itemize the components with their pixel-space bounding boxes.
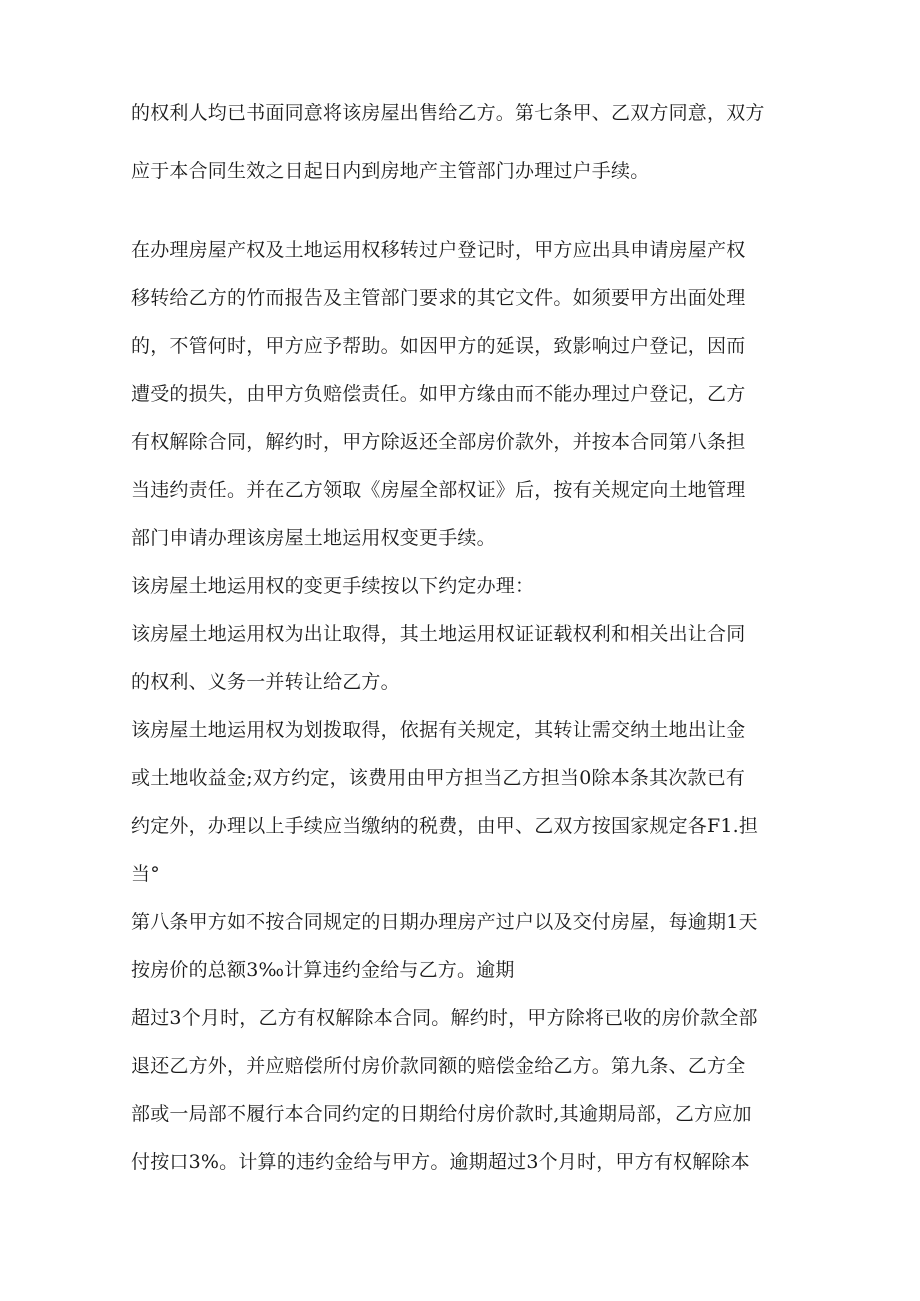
text-line-21: 部或一局部不履行本合同约定的日期给付房价款时,其逾期局部，乙方应加 — [131, 1103, 752, 1125]
text-line-1: 的权利人均已书面同意将该房屋出售给乙方。第七条甲、乙双方同意，双方 — [131, 102, 765, 124]
text-line-11: 该房屋土地运用权为出让取得，其土地运用权证证载权利和相关出让合同 — [131, 623, 746, 645]
text-line-18: 按房价的总额3‰计算违约金给与乙方。逾期 — [131, 959, 515, 981]
text-line-14: 或土地收益金;双方约定，该费用由甲方担当乙方担当0除本条其次款已有 — [131, 767, 746, 789]
text-line-20: 退还乙方外，并应赔偿所付房价款同额的赔偿金给乙方。第九条、乙方全 — [131, 1055, 746, 1077]
text-line-4: 移转给乙方的竹而报告及主管部门要求的其它文件。如须要甲方出面处理 — [131, 287, 746, 309]
text-line-17: 第八条甲方如不按合同规定的日期办理房产过户以及交付房屋，每逾期1天 — [131, 911, 758, 933]
text-line-12: 的权利、义务一并转让给乙方。 — [131, 671, 400, 693]
text-line-2: 应于本合同生效之日起日内到房地产主管部门办理过户手续。 — [131, 160, 650, 182]
text-line-13: 该房屋土地运用权为划拨取得，依据有关规定，其转让需交纳土地出让金 — [131, 719, 746, 741]
text-line-9: 部门申请办理该房屋土地运用权变更手续。 — [131, 527, 496, 549]
text-line-3: 在办理房屋产权及土地运用权移转过户登记时，甲方应出具申请房屋产权 — [131, 239, 746, 261]
text-line-6: 遭受的损失，由甲方负赔偿责任。如甲方缘由而不能办理过户登记，乙方 — [131, 383, 746, 405]
text-line-10: 该房屋土地运用权的变更手续按以下约定办理： — [131, 575, 535, 597]
text-line-22: 付按口3%。计算的违约金给与甲方。逾期超过3个月时，甲方有权解除本 — [131, 1151, 750, 1173]
text-line-7: 有权解除合同，解约时，甲方除返还全部房价款外，并按本合同第八条担 — [131, 431, 746, 453]
text-line-15: 约定外，办理以上手续应当缴纳的税费，由甲、乙双方按国家规定各F1.担 — [131, 815, 759, 837]
text-line-5: 的，不管何时，甲方应予帮助。如因甲方的延误，致影响过户登记，因而 — [131, 335, 746, 357]
text-line-19: 超过3个月时，乙方有权解除本合同。解约时，甲方除将已收的房价款全部 — [131, 1007, 758, 1029]
text-line-8: 当违约责任。并在乙方领取《房屋全部权证》后，按有关规定向土地管理 — [131, 479, 746, 501]
text-line-16: 当° — [131, 863, 160, 885]
